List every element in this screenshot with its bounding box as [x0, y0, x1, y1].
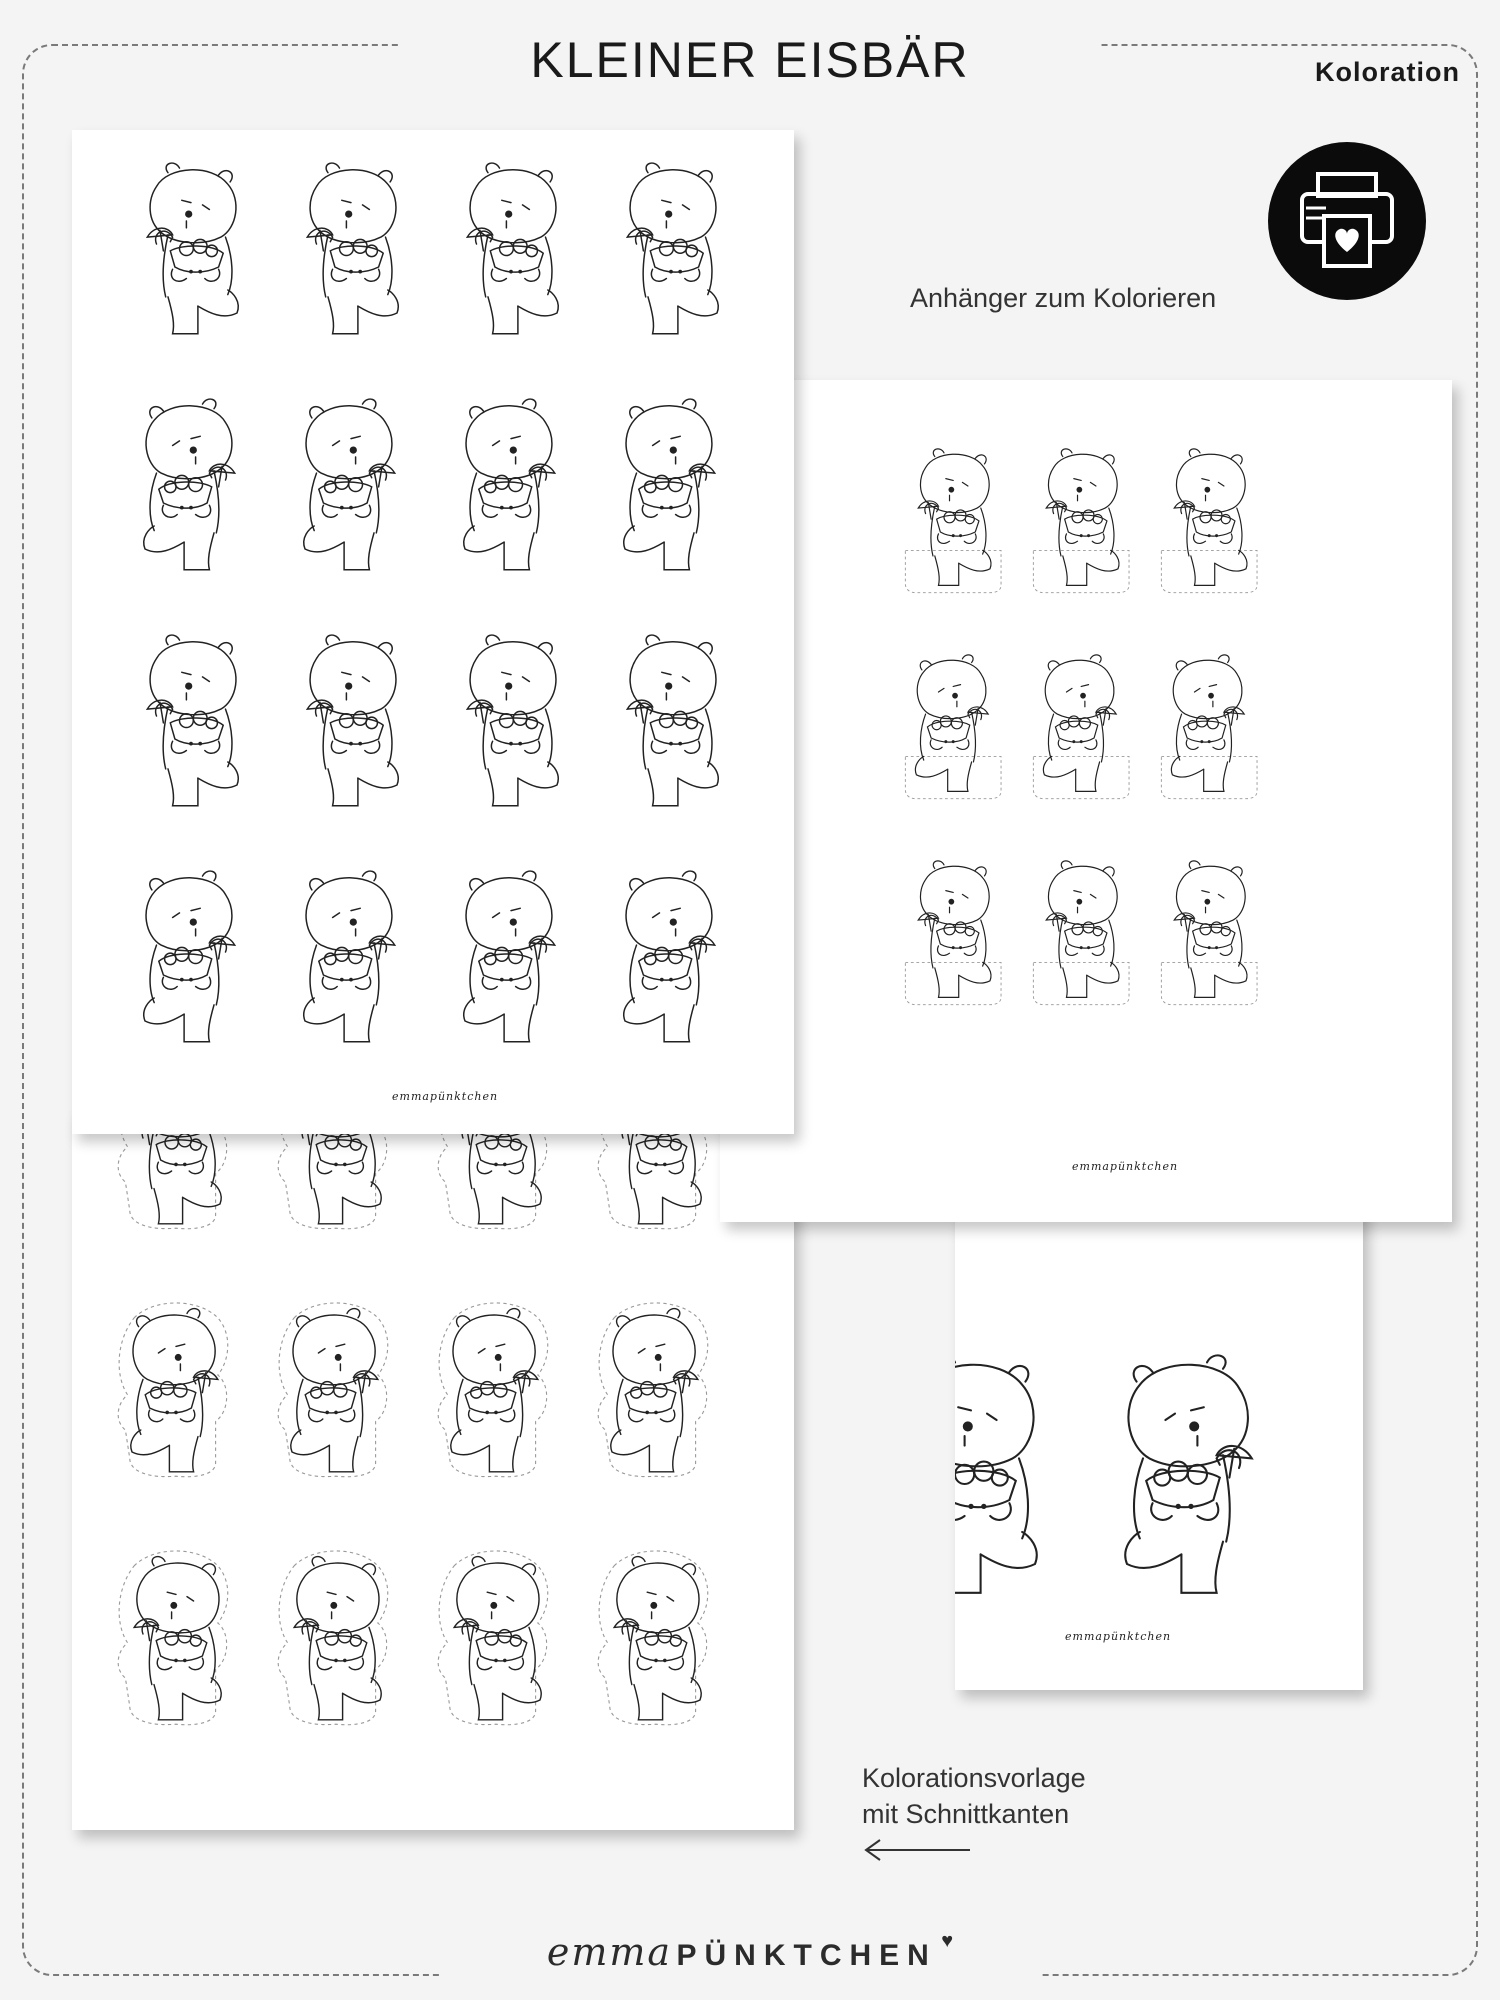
bear-figure: [1125, 1355, 1252, 1592]
bear-figure: [598, 1551, 708, 1725]
bear-figure: [464, 871, 555, 1042]
printer-badge: [1268, 142, 1426, 300]
bear-figure: [1161, 655, 1257, 799]
sheet-bear-grid: [72, 130, 794, 1134]
bear-figure: [1161, 861, 1257, 1005]
bear-figure: [144, 871, 235, 1042]
bear-figure: [1033, 655, 1129, 799]
sheet-cut-edges: [72, 1110, 794, 1830]
bear-figure: [118, 1551, 228, 1725]
brand-logo: [470, 1930, 1030, 1990]
sheet-tags: [720, 380, 1452, 1222]
bear-figure: [624, 871, 715, 1042]
sheet-two-bears: [955, 1190, 1363, 1690]
bear-figure: [304, 399, 395, 570]
bear-figure: [307, 635, 398, 806]
bear-figure: [147, 163, 238, 334]
bear-figure: [147, 635, 238, 806]
bear-figure: [627, 635, 718, 806]
bear-artwork: [72, 1110, 794, 1830]
bear-figure: [955, 1355, 1037, 1592]
category-label: Koloration: [1315, 57, 1460, 87]
caption-tags: Anhänger zum Kolorieren: [910, 283, 1217, 313]
bear-figure: [905, 655, 1001, 799]
bear-figure: [905, 449, 1001, 593]
bear-figure: [304, 871, 395, 1042]
bear-figure: [278, 1303, 388, 1477]
bear-figure: [598, 1303, 708, 1477]
brand-heart-icon: ♥: [941, 1930, 954, 1952]
bear-figure: [278, 1551, 388, 1725]
page-title: KLEINER EISBÄR: [530, 32, 970, 88]
brand-script: emma: [546, 1930, 673, 1974]
bear-figure: [627, 163, 718, 334]
bear-figure: [438, 1551, 548, 1725]
brand-caps: PÜNKTCHEN: [676, 1939, 937, 1972]
bear-figure: [467, 163, 558, 334]
sheet-watermark: emmapünktchen: [1065, 1630, 1172, 1643]
bear-figure: [467, 635, 558, 806]
bear-artwork: [720, 380, 1452, 1222]
bear-figure: [118, 1303, 228, 1477]
bear-figure: [464, 399, 555, 570]
bear-figure: [438, 1303, 548, 1477]
arrow-left-icon: [862, 1838, 972, 1862]
printer-heart-icon: [1268, 142, 1426, 300]
bear-figure: [1033, 449, 1129, 593]
bear-figure: [144, 399, 235, 570]
caption-cut-line2: mit Schnittkanten: [862, 1799, 1070, 1829]
bear-figure: [307, 163, 398, 334]
bear-figure: [1161, 449, 1257, 593]
sheet-watermark: emmapünktchen: [1072, 1160, 1179, 1173]
bear-figure: [624, 399, 715, 570]
bear-figure: [1033, 861, 1129, 1005]
sheet-watermark: emmapünktchen: [392, 1090, 499, 1103]
bear-artwork: [955, 1190, 1363, 1690]
bear-figure: [905, 861, 1001, 1005]
caption-cut-line1: Kolorationsvorlage: [862, 1763, 1086, 1793]
bear-artwork: [72, 130, 794, 1134]
